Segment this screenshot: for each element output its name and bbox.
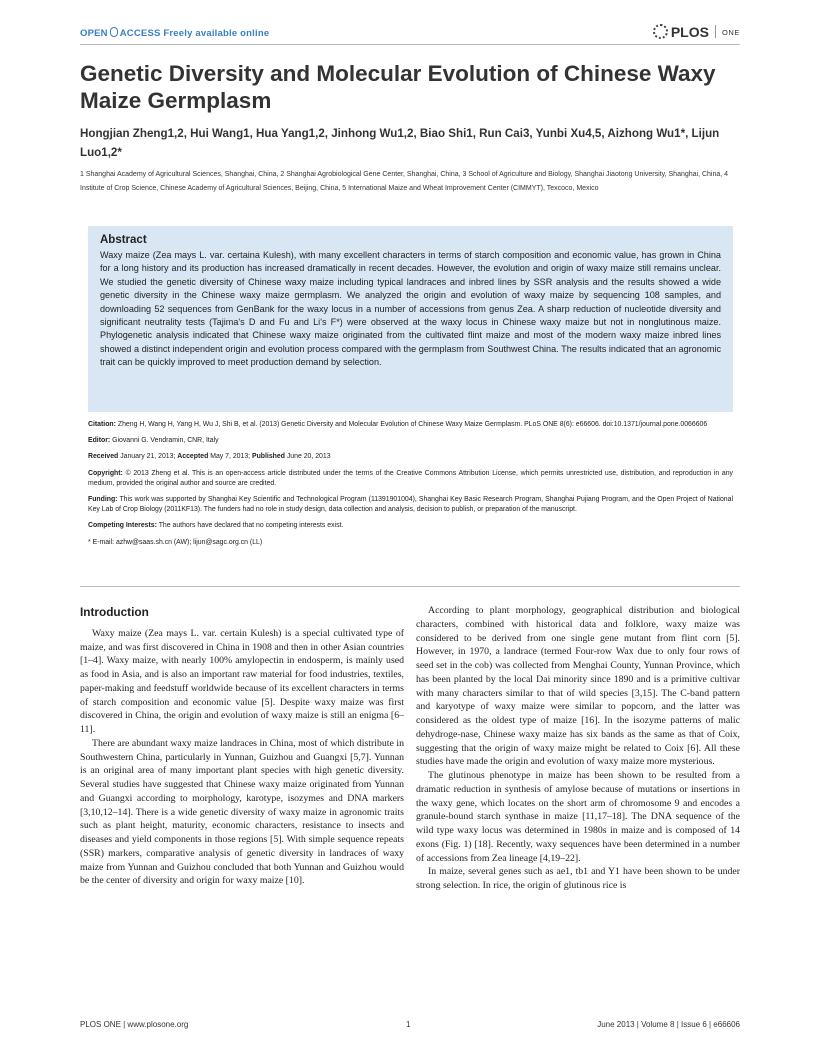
body-column-right bbox=[416, 604, 740, 893]
received-date: January 21, 2013; bbox=[120, 453, 176, 461]
author-list: Hongjian Zheng1,2, Hui Wang1, Hua Yang1,2, Jinhong Wu1,2, Biao Shi1, Run Cai3, Yunbi Xu4,5, Aizhong Wu1*, Lijun Luo1,2* bbox=[80, 127, 720, 159]
section-heading-introduction: Introduction bbox=[80, 605, 149, 619]
page-number: 1 bbox=[406, 1020, 411, 1029]
affiliations: 1 Shanghai Academy of Agricultural Sciences, Shanghai, China, 2 Shanghai Agrobiological Gene Center, Shanghai, China, 3 School of Agriculture and Biology, Shanghai Jiaotong University, Shanghai, China, 4 Institute of Crop Science, Chinese Academy of Agricultural Sciences, Beijing, China, 5 International Maize and Wheat Improvement Center (CIMMYT), Texcoco, Mexico bbox=[80, 171, 729, 192]
editor-label: Editor: bbox=[88, 437, 111, 445]
dates bbox=[88, 452, 733, 462]
paragraph: In maize, several genes such as ae1, tb1 and Y1 have been shown to be under strong selection. In rice, the origin of glutinous rice is bbox=[416, 866, 740, 891]
article-title: Genetic Diversity and Molecular Evolution of Chinese Waxy Maize Germplasm bbox=[80, 61, 716, 113]
footer-journal: PLOS ONE | www.plosone.org bbox=[80, 1020, 189, 1029]
competing-interests bbox=[88, 521, 733, 531]
metadata-rule bbox=[80, 586, 740, 587]
journal-logo bbox=[653, 24, 740, 40]
open-access-word: OPEN bbox=[80, 28, 108, 39]
paragraph: There are abundant waxy maize landraces in China, most of which distribute in Southwestern China, particularly in Yunnan, Guizhou and Guangxi [5,7]. Yunnan is an original area of many important plant species with high genetic diversity. Several studies have suggested that Chinese waxy maize originated from Yunnan and Guangxi according to morphology, karotype, isozymes and DNA markers [3,10,12–14]. There is a wide genetic diversity of waxy maize in agronomic traits such as plant height, maturity, economic characters, resistance to insects and diseases and yield components in those regions [5]. With simple sequence repeats (SSR) markers, comparative analysis of genetic diversity in landraces of waxy maize from Yunnan and Guizhou concluded that both Yunnan and Guizhou would be the center of diversity and origin for waxy maize [10]. bbox=[80, 737, 404, 887]
copyright-label: Copyright: bbox=[88, 469, 123, 477]
citation-text: Zheng H, Wang H, Yang H, Wu J, Shi B, et al. (2013) Genetic Diversity and Molecular Evolution of Chinese Waxy Maize Germplasm. PLoS ONE 8(6): e66606. doi:10.1371/journal.pone.0066606 bbox=[117, 421, 708, 428]
received-label: Received bbox=[88, 453, 119, 461]
paragraph: Waxy maize (Zea mays L. var. certain Kulesh) is a special cultivated type of maize, and was first discovered in China in 1908 and then in other Asian countries [1–4]. Waxy maize, with nearly 100% amylopectin in endosperm, is mainly used as food in Asia, and is also an important raw material for food industries, textiles, paper-making and feedstuff worldwide because of its excellent characters in terms of starch composition and economic value [5]. Despite waxy maize was first discovered in China, the origin and evolution of waxy maize is still an enigma [6–11]. bbox=[80, 627, 404, 735]
editor-text: Giovanni G. Vendramin, CNR, Italy bbox=[112, 437, 219, 445]
logo-divider bbox=[715, 25, 716, 38]
plos-logo-icon bbox=[653, 24, 668, 39]
copyright-text: © 2013 Zheng et al. This is an open-access article distributed under the terms of the Creative Commons Attribution License, which permits unrestricted use, distribution, and reproduction in any medium, provided the original author and source are credited. bbox=[88, 469, 733, 487]
published-label: Published bbox=[252, 453, 285, 461]
competing-text: The authors have declared that no competing interests exist. bbox=[158, 522, 344, 530]
article-metadata bbox=[88, 420, 733, 554]
editor bbox=[88, 436, 733, 446]
open-access-rest: ACCESS Freely available online bbox=[119, 28, 270, 39]
abstract-text: Waxy maize (Zea mays L. var. certaina Kulesh), with many excellent characters in terms of starch composition and economic value, has grown in China for a long history and its production has increased dramatically in recent decades. However, the evolution and origin of waxy maize still remains unclear. We studied the genetic diversity of Chinese waxy maize including typical landraces and inbred lines by SSR analysis and the results showed a wide genetic diversity in the Chinese waxy maize germplasm. We analyzed the origin and evolution of waxy maize by sequencing 108 samples, and downloading 52 sequences from GenBank for the waxy locus in a number of accessions from genus Zea. A sharp reduction of nucleotide diversity and significant neutrality tests (Tajima's D and Fu and Li's F*) were observed at the waxy locus in Chinese waxy maize but not in nonglutinous maize. Phylogenetic analysis indicated that Chinese waxy maize originated from the cultivated flint maize and most of the modern waxy maize inbred lines showed a distinct independent origin and evolution process compared with the germplasm from Southwest China. The results indicated that an agronomic trait can be quickly improved to meet production demand by selection. bbox=[100, 250, 721, 368]
journal-header bbox=[80, 24, 740, 44]
abstract-heading: Abstract bbox=[100, 234, 147, 246]
paragraph: According to plant morphology, geographical distribution and biological characters, combined with historical data and folklore, waxy maize was considered to be derived from one single gene mutant from flint corn [5]. However, in 1970, a landrace (termed Four-row Wax due to only four rows of seed set in the cob) was collected from Menghai County, Yunnan Province, which has been planted by the local Dai minority since 1890 and is a primitive cultivar with many characters similar to that of wild species [3,15]. The C-band pattern and karyotype of waxy maize were similar to popcorn, and the latter was considered as the oldest type of maize [16]. In the isozyme patterns of malic dehydroge-nase, Chinese waxy maize has six bands as the same as that of Coix, suggesting that the origin of waxy maize might be related to Coix [6]. All these studies have made the origin and evolution of waxy maize more mysterious. bbox=[416, 605, 740, 768]
open-lock-icon bbox=[110, 27, 118, 37]
footer-issue: June 2013 | Volume 8 | Issue 6 | e66606 bbox=[597, 1020, 740, 1029]
header-rule bbox=[80, 44, 740, 45]
abstract-box bbox=[88, 226, 733, 412]
body-column-left bbox=[80, 604, 404, 888]
funding-label: Funding: bbox=[88, 496, 118, 504]
copyright bbox=[88, 469, 733, 489]
paragraph: The glutinous phenotype in maize has been shown to be resulted from a dramatic reduction in synthesis of amylose because of mutations or insertions in the waxy gene, which locates on the short arm of chromosome 9 and encodes a granule-bound starch synthase in maize [11,17–18]. The DNA sequence of the wild type waxy locus was determined in 1980s in maize and is composed of 14 exons (Fig. 1) [18]. Recently, waxy sequences have been determined in a number of accessions from Zea lineage [4,19–22]. bbox=[416, 770, 740, 864]
open-access-label bbox=[80, 27, 269, 39]
journal-logo-text: PLOS bbox=[670, 24, 709, 40]
funding bbox=[88, 495, 733, 515]
funding-text: This work was supported by Shanghai Key Scientific and Technological Program (11391901004), Shanghai Key Basic Research Program, Shanghai Pujiang Program, and the Open Project of National Key Lab of Crop Biology (2011KF13). The funders had no role in study design, data collection and analysis, decision to publish, or preparation of the manuscript. bbox=[88, 496, 733, 514]
competing-label: Competing Interests: bbox=[88, 522, 157, 530]
citation bbox=[88, 420, 733, 430]
citation-label: Citation: bbox=[88, 421, 116, 428]
accepted-date: May 7, 2013; bbox=[210, 453, 251, 461]
published-date: June 20, 2013 bbox=[286, 453, 331, 461]
accepted-label: Accepted bbox=[177, 453, 209, 461]
journal-logo-sub: ONE bbox=[721, 28, 740, 37]
email: * E-mail: azhw@saas.sh.cn (AW); lijun@sagc.org.cn (LL) bbox=[88, 538, 263, 546]
